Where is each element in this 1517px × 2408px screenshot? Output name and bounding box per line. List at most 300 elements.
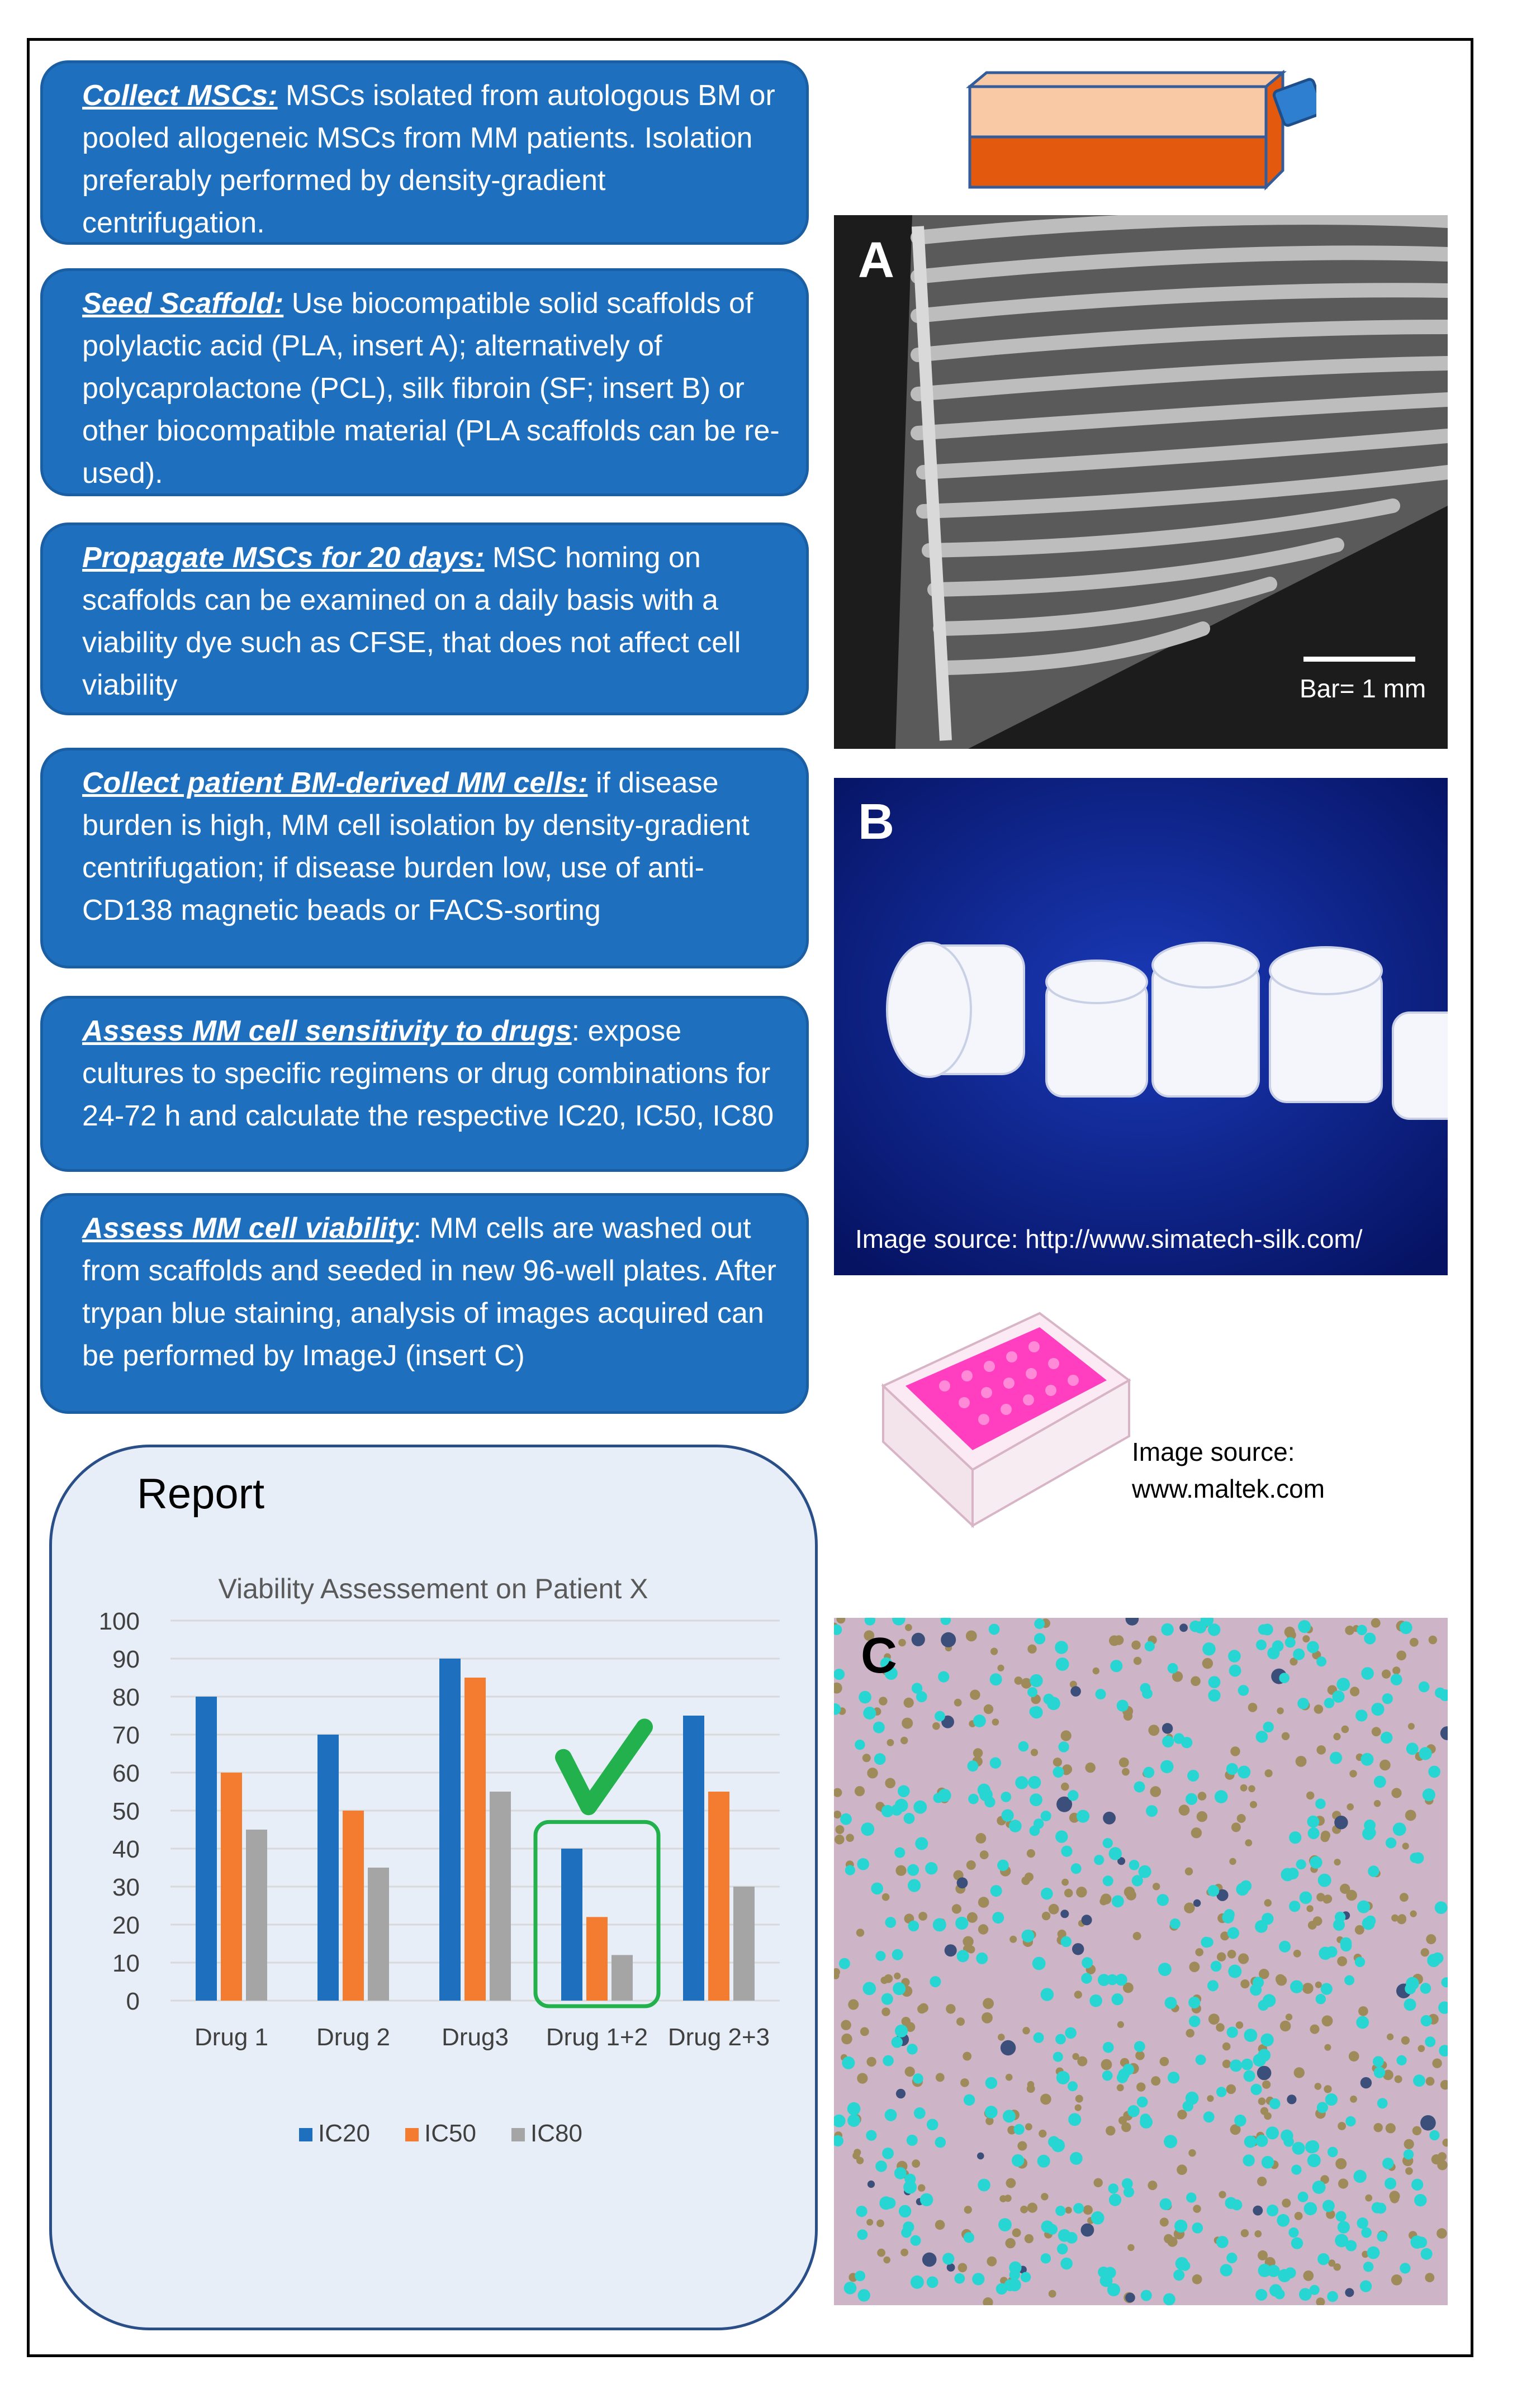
cell-dot [1030,1674,1042,1687]
cell-dot [1333,1733,1340,1740]
cell-dot [1146,1805,1158,1817]
cell-dot [1047,1697,1060,1710]
cell-dot [1160,2217,1169,2226]
cell-dot [856,2206,867,2217]
cell-dot [1316,1994,1326,2004]
legend-swatch [299,2128,312,2141]
cell-dot [1274,2289,1284,2299]
x-axis-ticks [195,2024,770,2051]
cell-dot [1061,1730,1072,1741]
cell-dot [867,1768,878,1778]
cell-dot [1228,1650,1241,1663]
cell-dot [932,1722,940,1730]
cell-dot [1041,2220,1054,2233]
cell-dot [1330,1752,1342,1764]
cell-dot [1142,1688,1153,1699]
cell-dot [1265,1769,1273,1777]
insert-b-photo [834,778,1448,1275]
cell-dot [1186,2029,1194,2037]
cell-dot [1009,2269,1020,2280]
cell-dot [1277,1707,1283,1714]
cell-dot [1131,1641,1140,1650]
cell-dot [1308,1827,1320,1839]
cell-dot [860,2027,869,2036]
cell-dot [1229,1665,1241,1677]
cell-dot [1411,2179,1423,2191]
cell-dot [973,1748,983,1758]
cell-dot [1034,2032,1044,2043]
cell-dot [1127,2244,1134,2251]
cell-dot [1431,2154,1442,2164]
cell-dot [1153,1883,1160,1890]
cell-dot [977,2153,984,2160]
cell-dot [1075,2105,1082,2111]
cell-dot [1122,2178,1133,2189]
cell-dot [1040,2094,1051,2105]
cell-dot [1203,1937,1213,1947]
cell-dot [876,2220,884,2227]
bar-ic20-2 [439,1659,461,2001]
cell-dot [1157,1894,1169,1906]
cell-dot [1386,1837,1396,1848]
chart-title: Viability Assessement on Patient X [218,1573,648,1604]
cell-dot [1404,2139,1414,2149]
cell-dot [1055,1641,1068,1654]
cell-dot [840,1813,852,1825]
cell-dot [1070,2152,1083,2165]
cell-dot [945,1944,957,1956]
cell-dot [1345,2116,1355,2126]
cell-dot [1049,1904,1059,1915]
cell-dot [1103,1838,1113,1848]
bar-ic80-1 [368,1868,389,2001]
cell-dot [1137,2097,1148,2108]
cell-dot [1108,2183,1118,2193]
cell-dot [1191,1676,1201,1687]
cell-dot [1317,2253,1329,2265]
cell-dot [1302,1983,1314,1994]
cell-dot [1189,2016,1201,2027]
cell-dot [1163,2293,1175,2305]
cell-dot [1216,2236,1229,2248]
cell-dot [1065,2207,1072,2214]
cell-dot [1015,1776,1028,1789]
cell-dot [1429,1636,1437,1644]
cell-dot [1279,1941,1291,1953]
cell-dot [1300,1892,1312,1904]
cell-dot [1061,1846,1072,1857]
insert-a-label: A [858,232,894,288]
cell-dot [938,1789,951,1802]
insert-b-source: Image source: http://www.simatech-silk.com/ [855,1224,1363,1253]
viability-chart [59,1565,808,2224]
checkmark-icon [563,1727,644,1807]
step-assess-viability [40,1193,809,1414]
cell-dot [1381,1732,1392,1744]
cell-dot [855,1786,865,1796]
cell-dot [998,2218,1012,2231]
cell-dot [1006,2178,1016,2188]
x-tick-label: Drug3 [442,2024,509,2051]
cell-dot [1012,2229,1021,2238]
cell-dot [1404,1998,1416,2011]
cell-dot [1082,1915,1092,1925]
cell-dot [1292,2142,1305,2155]
cell-dot [1374,1800,1381,1807]
cell-dot [847,2114,860,2127]
cell-dot [1324,1698,1335,1708]
cell-dot [1324,2085,1331,2093]
cell-dot [1334,2263,1341,2271]
cell-dot [978,1924,988,1934]
cell-dot [1055,1830,1068,1842]
cell-dot [1419,1747,1432,1760]
cell-dot [930,1976,941,1987]
cell-dot [1428,1766,1440,1778]
cell-dot [1143,1767,1154,1778]
cell-dot [1372,1727,1381,1736]
cell-dot [960,2078,969,2087]
cell-dot [1306,1905,1313,1912]
cell-dot [871,1883,883,1895]
cell-dot [1340,1940,1352,1951]
cell-dot [941,1632,956,1647]
cell-dot [1060,2258,1073,2270]
cell-dot [1031,1749,1038,1756]
cell-dot [968,1794,979,1804]
cell-dot [887,1739,894,1746]
cell-dot [1025,2234,1034,2243]
cell-dot [1061,1879,1069,1886]
cell-dot [1134,2041,1145,2052]
cell-dot [1058,1741,1069,1752]
cell-dot [866,2219,873,2226]
cell-dot [1414,2194,1426,2206]
cell-dot [1361,1667,1374,1680]
chart-bars [196,1659,755,2001]
cell-dot [1258,2049,1271,2062]
legend-label: IC50 [424,2120,476,2147]
cell-dot [1168,2072,1179,2083]
plate-source-line-2: www.maltek.com [1132,1474,1325,1503]
cell-dot [1186,1793,1197,1805]
cell-dot [893,1982,906,1995]
cell-dot [1018,1741,1029,1752]
cell-dot [1400,2263,1410,2273]
cell-dot [1021,2272,1031,2282]
cell-dot [1356,2016,1369,2029]
cell-dot [1398,1914,1406,1922]
cell-dot [1304,2202,1317,2216]
insert-b-label: B [858,794,894,850]
cell-dot [1364,1633,1376,1645]
cell-dot [1202,1658,1213,1669]
cell-dot [1112,1895,1124,1907]
cell-dot [1017,2141,1027,2151]
cell-dot [908,1921,919,1932]
cell-dot [1312,2181,1326,2194]
cell-dot [1065,2027,1077,2039]
cell-dot [1345,2288,1354,2297]
cell-dot [1207,1980,1219,1991]
cell-dot [1074,1991,1082,1998]
cell-dot [1211,1961,1222,1972]
cell-dot [1317,2102,1328,2113]
cell-dot [935,1711,945,1722]
cell-dot [1188,2149,1196,2157]
cell-dot [1117,2072,1128,2083]
cell-dot [1066,2232,1078,2244]
cell-dot [1072,1943,1084,1955]
x-tick-label: Drug 1+2 [546,2024,648,2051]
cell-dot [1322,2015,1333,2026]
cell-dot [1425,2036,1435,2047]
cell-dot [1410,1853,1420,1863]
cell-dot [1302,1635,1310,1642]
scaffold-fibers [834,215,1448,749]
cell-dot [1004,2279,1016,2291]
cell-dot [1374,2123,1383,2132]
cell-dot [1227,2027,1238,2038]
cell-dot [1170,1918,1181,1929]
cell-dot [1364,1820,1376,1831]
cell-dot [856,2157,864,2164]
cell-dot [1262,2156,1274,2169]
cell-dot [877,2249,885,2257]
cell-dot [1377,2098,1388,2108]
cell-dot [841,2034,852,2044]
cell-dot [845,1865,855,1875]
cell-dot [1420,2115,1436,2131]
cell-dot [1127,2105,1140,2117]
cell-dot [1390,2195,1399,2203]
cell-dot [1061,1783,1069,1791]
cell-dot [1262,2081,1271,2089]
cell-dot [883,2257,890,2264]
cell-dot [997,1860,1009,1872]
cell-dot [1255,2289,1267,2301]
cell-dot [1266,2126,1279,2139]
cell-dot [1077,1810,1089,1823]
cell-dot [1298,1620,1311,1633]
cell-dot [1306,1792,1314,1799]
cell-dot [1244,2136,1257,2148]
cell-dot [1425,2273,1434,2282]
cell-dot [999,2195,1007,2202]
bar-ic20-4 [683,1716,704,2001]
cell-dot [1290,1980,1303,1993]
cell-dot [1034,1618,1045,1629]
cell-dot [1240,1784,1248,1792]
cell-dot [964,2206,972,2214]
cell-dot [1014,2124,1025,2135]
cell-dot [970,1690,980,1700]
cell-dot [1336,2211,1347,2222]
cell-dot [1167,2237,1177,2247]
cell-dot [1357,1625,1367,1636]
cell-dot [1041,1988,1054,2001]
cell-dot [1238,1953,1249,1964]
cell-dot [1373,2056,1384,2067]
cell-dot [1129,1860,1140,1870]
cell-dot [1315,1799,1326,1809]
cell-dot [1234,2115,1246,2126]
legend-swatch [511,2128,525,2141]
cell-dot [914,2107,926,2119]
cell-dot [1291,2165,1301,2175]
cell-dot [1115,1974,1127,1986]
cell-dot [1254,2230,1262,2238]
cell-dot [885,1778,895,1789]
cell-dot [1208,1689,1220,1702]
cell-dot [1133,1932,1141,1940]
cell-dot [875,2160,887,2172]
cell-dot [1021,1877,1030,1885]
cell-dot [1027,2081,1034,2088]
cell-dot [881,2007,890,2016]
cell-dot [1227,1950,1236,1959]
cell-dot [1208,2013,1220,2025]
cell-dot [990,1648,998,1655]
cell-dot [980,1850,989,1859]
cell-dot [972,2273,984,2285]
cell-dot [1109,1847,1122,1860]
cell-dot [885,2109,897,2121]
cell-dot [1226,2084,1236,2094]
cell-dot [1289,1831,1301,1844]
scale-bar-label: Bar= 1 mm [1300,674,1426,703]
cell-dot [1382,2158,1394,2169]
cell-dot [882,2148,894,2159]
cell-dot [1393,1822,1406,1836]
cell-dot [1284,1627,1295,1637]
cell-dot [973,1714,986,1727]
cell-dot [954,1699,962,1707]
step-text: MSC homing on scaffolds can be examined on a daily basis with a viability dye such as CFSE, that does not affect cell viability [82,542,741,701]
cell-dot [1392,1666,1400,1674]
cell-dot [1285,1637,1296,1648]
cell-dot [1077,2056,1087,2067]
cell-dot [1187,1770,1199,1782]
cell-dot [905,2067,915,2077]
cell-dot [1230,1746,1240,1756]
cell-dot [904,1813,915,1824]
cell-dot [952,1904,961,1913]
cell-dot [998,2034,1005,2041]
cell-dot [876,1951,886,1961]
cell-dot [1003,2110,1016,2122]
cell-dot [1363,2262,1373,2272]
cell-dot [1340,1884,1350,1894]
cell-dot [1269,2098,1281,2110]
cell-dot [1293,1649,1305,1660]
cell-dot [984,1704,993,1714]
cell-dot [1318,1874,1331,1887]
cell-dot [967,1946,975,1954]
cell-dot [1362,1917,1375,1930]
cell-dot [1365,2195,1372,2202]
cell-dot [1082,1957,1093,1968]
cell-dot [1395,2075,1402,2083]
cell-dot [1267,1647,1279,1659]
cell-dot [859,1691,871,1704]
cell-dot [1313,1916,1322,1926]
cell-dot [1119,1758,1129,1768]
cell-dot [1420,1983,1431,1994]
cell-dot [1227,1927,1239,1939]
cell-dot [1295,2212,1303,2220]
cell-dot [1068,2081,1078,2091]
cell-dot [1240,1880,1251,1892]
cell-dot [1173,2269,1184,2281]
cell-dot [894,2167,907,2179]
cell-dot [907,1864,919,1876]
cell-dot [862,1754,871,1762]
cell-dot [1286,2013,1292,2020]
cell-dot [873,1722,885,1733]
bar-ic80-2 [490,1792,511,2001]
cell-dot [834,1669,845,1680]
cell-dot [997,1665,1004,1671]
cell-dot [1103,2042,1114,2053]
cell-dot [856,1929,864,1936]
step-text: if disease burden is high, MM cell isolation by density-gradient centrifugation; if disease burden low, use of anti-CD138 magnetic beads or FACS-sorting [82,767,750,927]
cell-dot [1243,2154,1254,2166]
cell-dot [1371,1618,1381,1628]
cell-dot [933,1918,946,1931]
cell-dot [1093,1668,1099,1674]
cell-dot [927,2276,938,2288]
cell-dot [1429,2130,1439,2140]
cell-dot [1228,1965,1241,1978]
cell-dot [990,1758,1001,1769]
cell-dot [848,1999,859,2010]
cell-dot [1073,2203,1084,2214]
cell-dot [1374,2067,1385,2078]
cell-dot [1041,2253,1051,2263]
cell-dot [1188,1997,1200,2008]
cell-dot [1094,2178,1103,2187]
cell-dot [992,1718,999,1726]
cell-dot [1256,2135,1268,2147]
cell-dot [916,1691,927,1702]
cell-dot [1240,1979,1249,1988]
cell-dot [1405,2167,1413,2175]
cell-dot [1306,2140,1319,2153]
cell-dot [1225,2197,1237,2209]
cell-dot [874,1753,886,1765]
cell-dot [1377,2231,1387,2241]
cell-dot [1371,1703,1384,1716]
cell-dot [915,1837,928,1850]
cell-dot [938,1671,949,1683]
cell-dot [898,1785,910,1798]
cell-dot [1303,2271,1314,2281]
cell-dot [1391,1674,1402,1685]
cell-dot [1027,1645,1036,1654]
cell-dot [1335,2158,1347,2169]
cell-dot [844,2282,857,2295]
y-tick-label: 10 [112,1950,140,1977]
step-collect-mm-cells [40,748,809,968]
cell-dot [1257,2177,1267,2186]
cell-dot [1168,1663,1178,1674]
cell-dot [1150,1786,1162,1797]
cell-dot [1197,1811,1207,1822]
cell-dot [911,2276,924,2289]
cell-dot [1349,1770,1357,1777]
cell-dot [1107,2283,1120,2296]
